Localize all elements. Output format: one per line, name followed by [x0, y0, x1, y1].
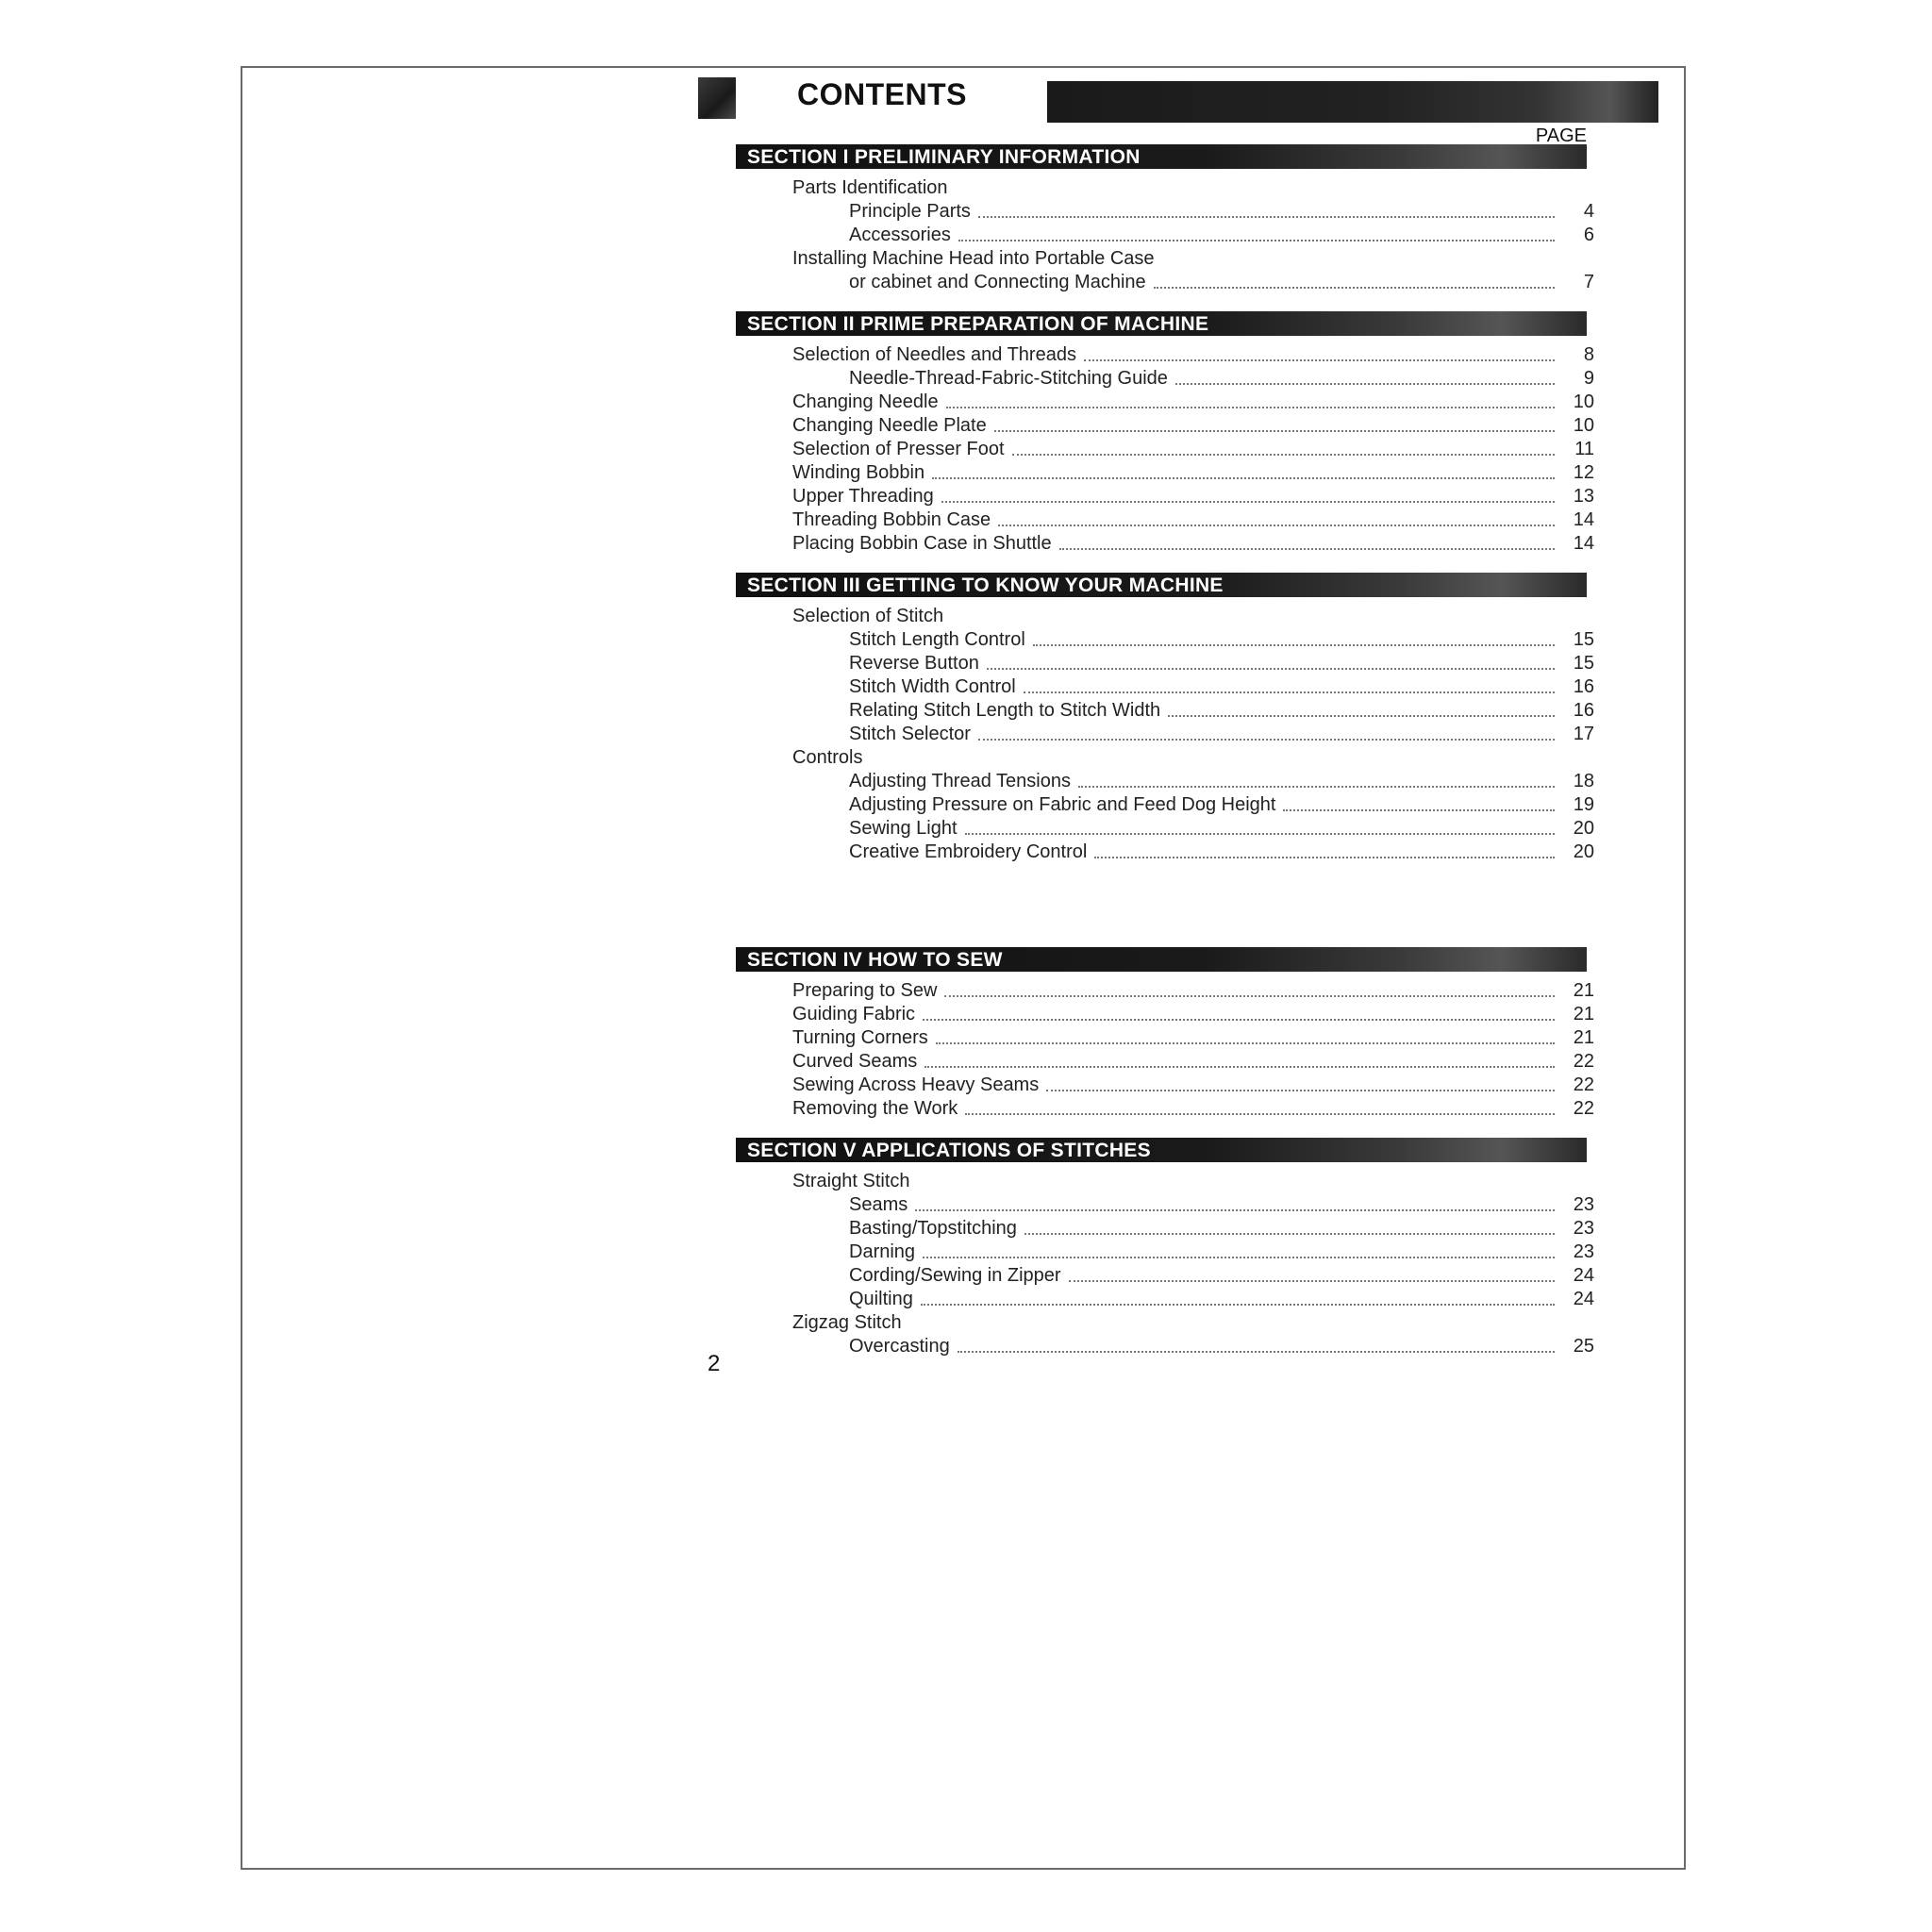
dot-leader: [915, 1209, 1555, 1211]
toc-entry-label: Parts Identification: [792, 177, 948, 198]
dot-leader: [1069, 1280, 1555, 1282]
toc-entry-page: 20: [1573, 818, 1594, 839]
toc-entry-label: Basting/Topstitching: [849, 1218, 1017, 1239]
dot-leader: [924, 1066, 1555, 1068]
dot-leader: [944, 995, 1555, 997]
toc-entry-label: Stitch Length Control: [849, 629, 1025, 650]
toc-entry-page: 6: [1583, 225, 1594, 245]
dot-leader: [1154, 287, 1555, 289]
toc-entry-page: 18: [1573, 771, 1594, 791]
toc-entry-label: Relating Stitch Length to Stitch Width: [849, 700, 1161, 721]
toc-entry-label: Reverse Button: [849, 653, 979, 674]
toc-entry-label: Threading Bobbin Case: [792, 509, 991, 530]
toc-entry-label: Selection of Needles and Threads: [792, 344, 1076, 365]
toc-entry: [698, 485, 1594, 508]
toc-entry: [698, 675, 1594, 699]
dot-leader: [1283, 809, 1555, 811]
dot-leader: [1059, 548, 1555, 550]
toc-entry: [698, 793, 1594, 817]
toc-entry-label: Quilting: [849, 1289, 913, 1309]
dot-leader: [965, 1113, 1555, 1115]
dot-leader: [994, 430, 1555, 432]
toc-entry: [698, 1335, 1594, 1358]
toc-entry-page: 15: [1573, 653, 1594, 674]
toc-entry-page: 20: [1573, 841, 1594, 862]
toc-entry-label: Selection of Presser Foot: [792, 439, 1005, 459]
dot-leader: [1084, 359, 1555, 361]
dot-leader: [936, 1042, 1555, 1044]
dot-leader: [958, 240, 1555, 242]
section-header: [698, 125, 1594, 176]
toc-entry: [698, 699, 1594, 723]
toc-entry: [698, 414, 1594, 438]
dot-leader: [978, 739, 1555, 741]
dot-leader: [941, 501, 1555, 503]
toc-entry-label: Zigzag Stitch: [792, 1312, 902, 1333]
toc-entry: [698, 1097, 1594, 1121]
title-row: [698, 75, 1594, 127]
toc-entry-page: 7: [1583, 272, 1594, 292]
toc-entry: [698, 367, 1594, 391]
toc-entry: [698, 605, 1594, 628]
toc-entry-label: Curved Seams: [792, 1051, 918, 1072]
toc-entry-page: 22: [1573, 1098, 1594, 1119]
toc-entry-page: 10: [1573, 415, 1594, 436]
toc-entry-page: 22: [1573, 1051, 1594, 1072]
dot-leader: [1024, 691, 1555, 693]
toc-entry-label: Preparing to Sew: [792, 980, 938, 1001]
toc-entry: [698, 1074, 1594, 1097]
section-gap: [698, 864, 1594, 930]
toc-entry-page: 17: [1573, 724, 1594, 744]
toc-entry: [698, 1003, 1594, 1026]
section-title: SECTION IV HOW TO SEW: [747, 949, 1003, 971]
dot-leader: [958, 1351, 1555, 1353]
dot-leader: [1078, 786, 1555, 788]
toc-entry-label: Placing Bobbin Case in Shuttle: [792, 533, 1052, 554]
toc-entry-page: 12: [1573, 462, 1594, 483]
toc-entry-page: 8: [1583, 344, 1594, 365]
section-title: SECTION II PRIME PREPARATION OF MACHINE: [747, 313, 1209, 335]
toc-entry-label: Controls: [792, 747, 863, 768]
dot-leader: [1046, 1090, 1555, 1091]
toc-entry: [698, 461, 1594, 485]
toc-entry-label: Seams: [849, 1194, 908, 1215]
toc-entry-page: 14: [1573, 533, 1594, 554]
toc-entry-label: Changing Needle: [792, 391, 939, 412]
dot-leader: [987, 668, 1555, 670]
toc-entry-label: or cabinet and Connecting Machine: [849, 272, 1146, 292]
section-header: [698, 306, 1594, 343]
toc-entry: [698, 532, 1594, 556]
toc-entry: [698, 770, 1594, 793]
toc-entry-label: Stitch Width Control: [849, 676, 1016, 697]
contents-page: [698, 75, 1594, 1358]
toc-entry: [698, 1170, 1594, 1193]
page-column-header: PAGE: [1535, 125, 1587, 146]
toc-entry-page: 11: [1574, 439, 1594, 459]
section-header: [698, 941, 1594, 979]
toc-entry: [698, 723, 1594, 746]
toc-entry-page: 22: [1573, 1074, 1594, 1095]
toc-entry-label: Winding Bobbin: [792, 462, 925, 483]
toc-entry: [698, 746, 1594, 770]
dot-leader: [923, 1257, 1555, 1258]
toc-entry: [698, 176, 1594, 200]
toc-entry-page: 23: [1573, 1218, 1594, 1239]
toc-entry-page: 25: [1573, 1336, 1594, 1357]
dot-leader: [998, 525, 1555, 526]
toc-entry-page: 14: [1573, 509, 1594, 530]
toc-entry-label: Sewing Light: [849, 818, 958, 839]
toc-entry-page: 15: [1573, 629, 1594, 650]
toc-entry-label: Accessories: [849, 225, 951, 245]
toc-entry-page: 13: [1573, 486, 1594, 507]
toc-entry-label: Darning: [849, 1241, 916, 1262]
toc-entry: [698, 1217, 1594, 1241]
toc-entry-page: 4: [1583, 201, 1594, 222]
section-title: SECTION I PRELIMINARY INFORMATION: [747, 146, 1141, 168]
toc-entry-page: 23: [1573, 1194, 1594, 1215]
toc-entry-label: Sewing Across Heavy Seams: [792, 1074, 1040, 1095]
dot-leader: [923, 1019, 1555, 1021]
toc-entry: [698, 247, 1594, 271]
toc-entry-page: 21: [1573, 1004, 1594, 1024]
toc-entry: [698, 841, 1594, 864]
toc-entry: [698, 271, 1594, 294]
toc-entry-label: Straight Stitch: [792, 1171, 910, 1191]
toc-entry-page: 10: [1573, 391, 1594, 412]
dot-leader: [1094, 857, 1555, 858]
dot-leader: [1175, 383, 1555, 385]
toc-entry-label: Selection of Stitch: [792, 606, 944, 626]
toc-entry-label: Installing Machine Head into Portable Case: [792, 248, 1155, 269]
toc-entry-page: 24: [1573, 1265, 1594, 1286]
dot-leader: [1024, 1233, 1555, 1235]
toc-entry: [698, 200, 1594, 224]
section-title: SECTION V APPLICATIONS OF STITCHES: [747, 1140, 1151, 1161]
toc-entry-page: 21: [1573, 980, 1594, 1001]
toc-entry: [698, 1311, 1594, 1335]
toc-entry-page: 23: [1573, 1241, 1594, 1262]
toc-entry-label: Removing the Work: [792, 1098, 958, 1119]
toc-entry-page: 16: [1573, 676, 1594, 697]
toc-entry: [698, 1241, 1594, 1264]
toc-entry: [698, 1288, 1594, 1311]
toc-entry-page: 24: [1573, 1289, 1594, 1309]
toc-entry: [698, 438, 1594, 461]
section-title: SECTION III GETTING TO KNOW YOUR MACHINE: [747, 575, 1224, 596]
toc-entry-page: 16: [1573, 700, 1594, 721]
section-header: [698, 1132, 1594, 1170]
toc-entry-page: 19: [1573, 794, 1594, 815]
title-square-mark: [698, 77, 736, 119]
toc-entry: [698, 817, 1594, 841]
dot-leader: [978, 216, 1555, 218]
toc-entry-label: Principle Parts: [849, 201, 971, 222]
toc-entry: [698, 979, 1594, 1003]
toc-entry: [698, 343, 1594, 367]
section-header: [698, 567, 1594, 605]
toc-entry: [698, 628, 1594, 652]
dot-leader: [1012, 454, 1555, 456]
dot-leader: [1168, 715, 1555, 717]
toc-entry-label: Creative Embroidery Control: [849, 841, 1088, 862]
toc-entry-label: Cording/Sewing in Zipper: [849, 1265, 1061, 1286]
toc-entry-label: Adjusting Pressure on Fabric and Feed Dog Height: [849, 794, 1276, 815]
toc-entry: [698, 1026, 1594, 1050]
dot-leader: [1033, 644, 1555, 646]
title-bar: [1047, 81, 1658, 123]
toc-entry-label: Adjusting Thread Tensions: [849, 771, 1071, 791]
dot-leader: [965, 833, 1555, 835]
page-title: CONTENTS: [797, 77, 967, 111]
toc-entry: [698, 1193, 1594, 1217]
dot-leader: [932, 477, 1555, 479]
toc-entry-label: Stitch Selector: [849, 724, 971, 744]
toc-entry-label: Changing Needle Plate: [792, 415, 987, 436]
toc-entry-page: 9: [1583, 368, 1594, 389]
table-of-contents: [698, 125, 1594, 1358]
toc-entry: [698, 1264, 1594, 1288]
toc-entry-label: Guiding Fabric: [792, 1004, 916, 1024]
toc-entry-label: Upper Threading: [792, 486, 934, 507]
toc-entry: [698, 652, 1594, 675]
toc-entry-label: Overcasting: [849, 1336, 950, 1357]
toc-entry: [698, 508, 1594, 532]
dot-leader: [921, 1304, 1555, 1306]
toc-entry: [698, 224, 1594, 247]
page-number: 2: [708, 1351, 721, 1376]
toc-entry-page: 21: [1573, 1027, 1594, 1048]
dot-leader: [946, 407, 1555, 408]
toc-entry: [698, 1050, 1594, 1074]
toc-entry: [698, 391, 1594, 414]
toc-entry-label: Turning Corners: [792, 1027, 928, 1048]
toc-entry-label: Needle-Thread-Fabric-Stitching Guide: [849, 368, 1168, 389]
